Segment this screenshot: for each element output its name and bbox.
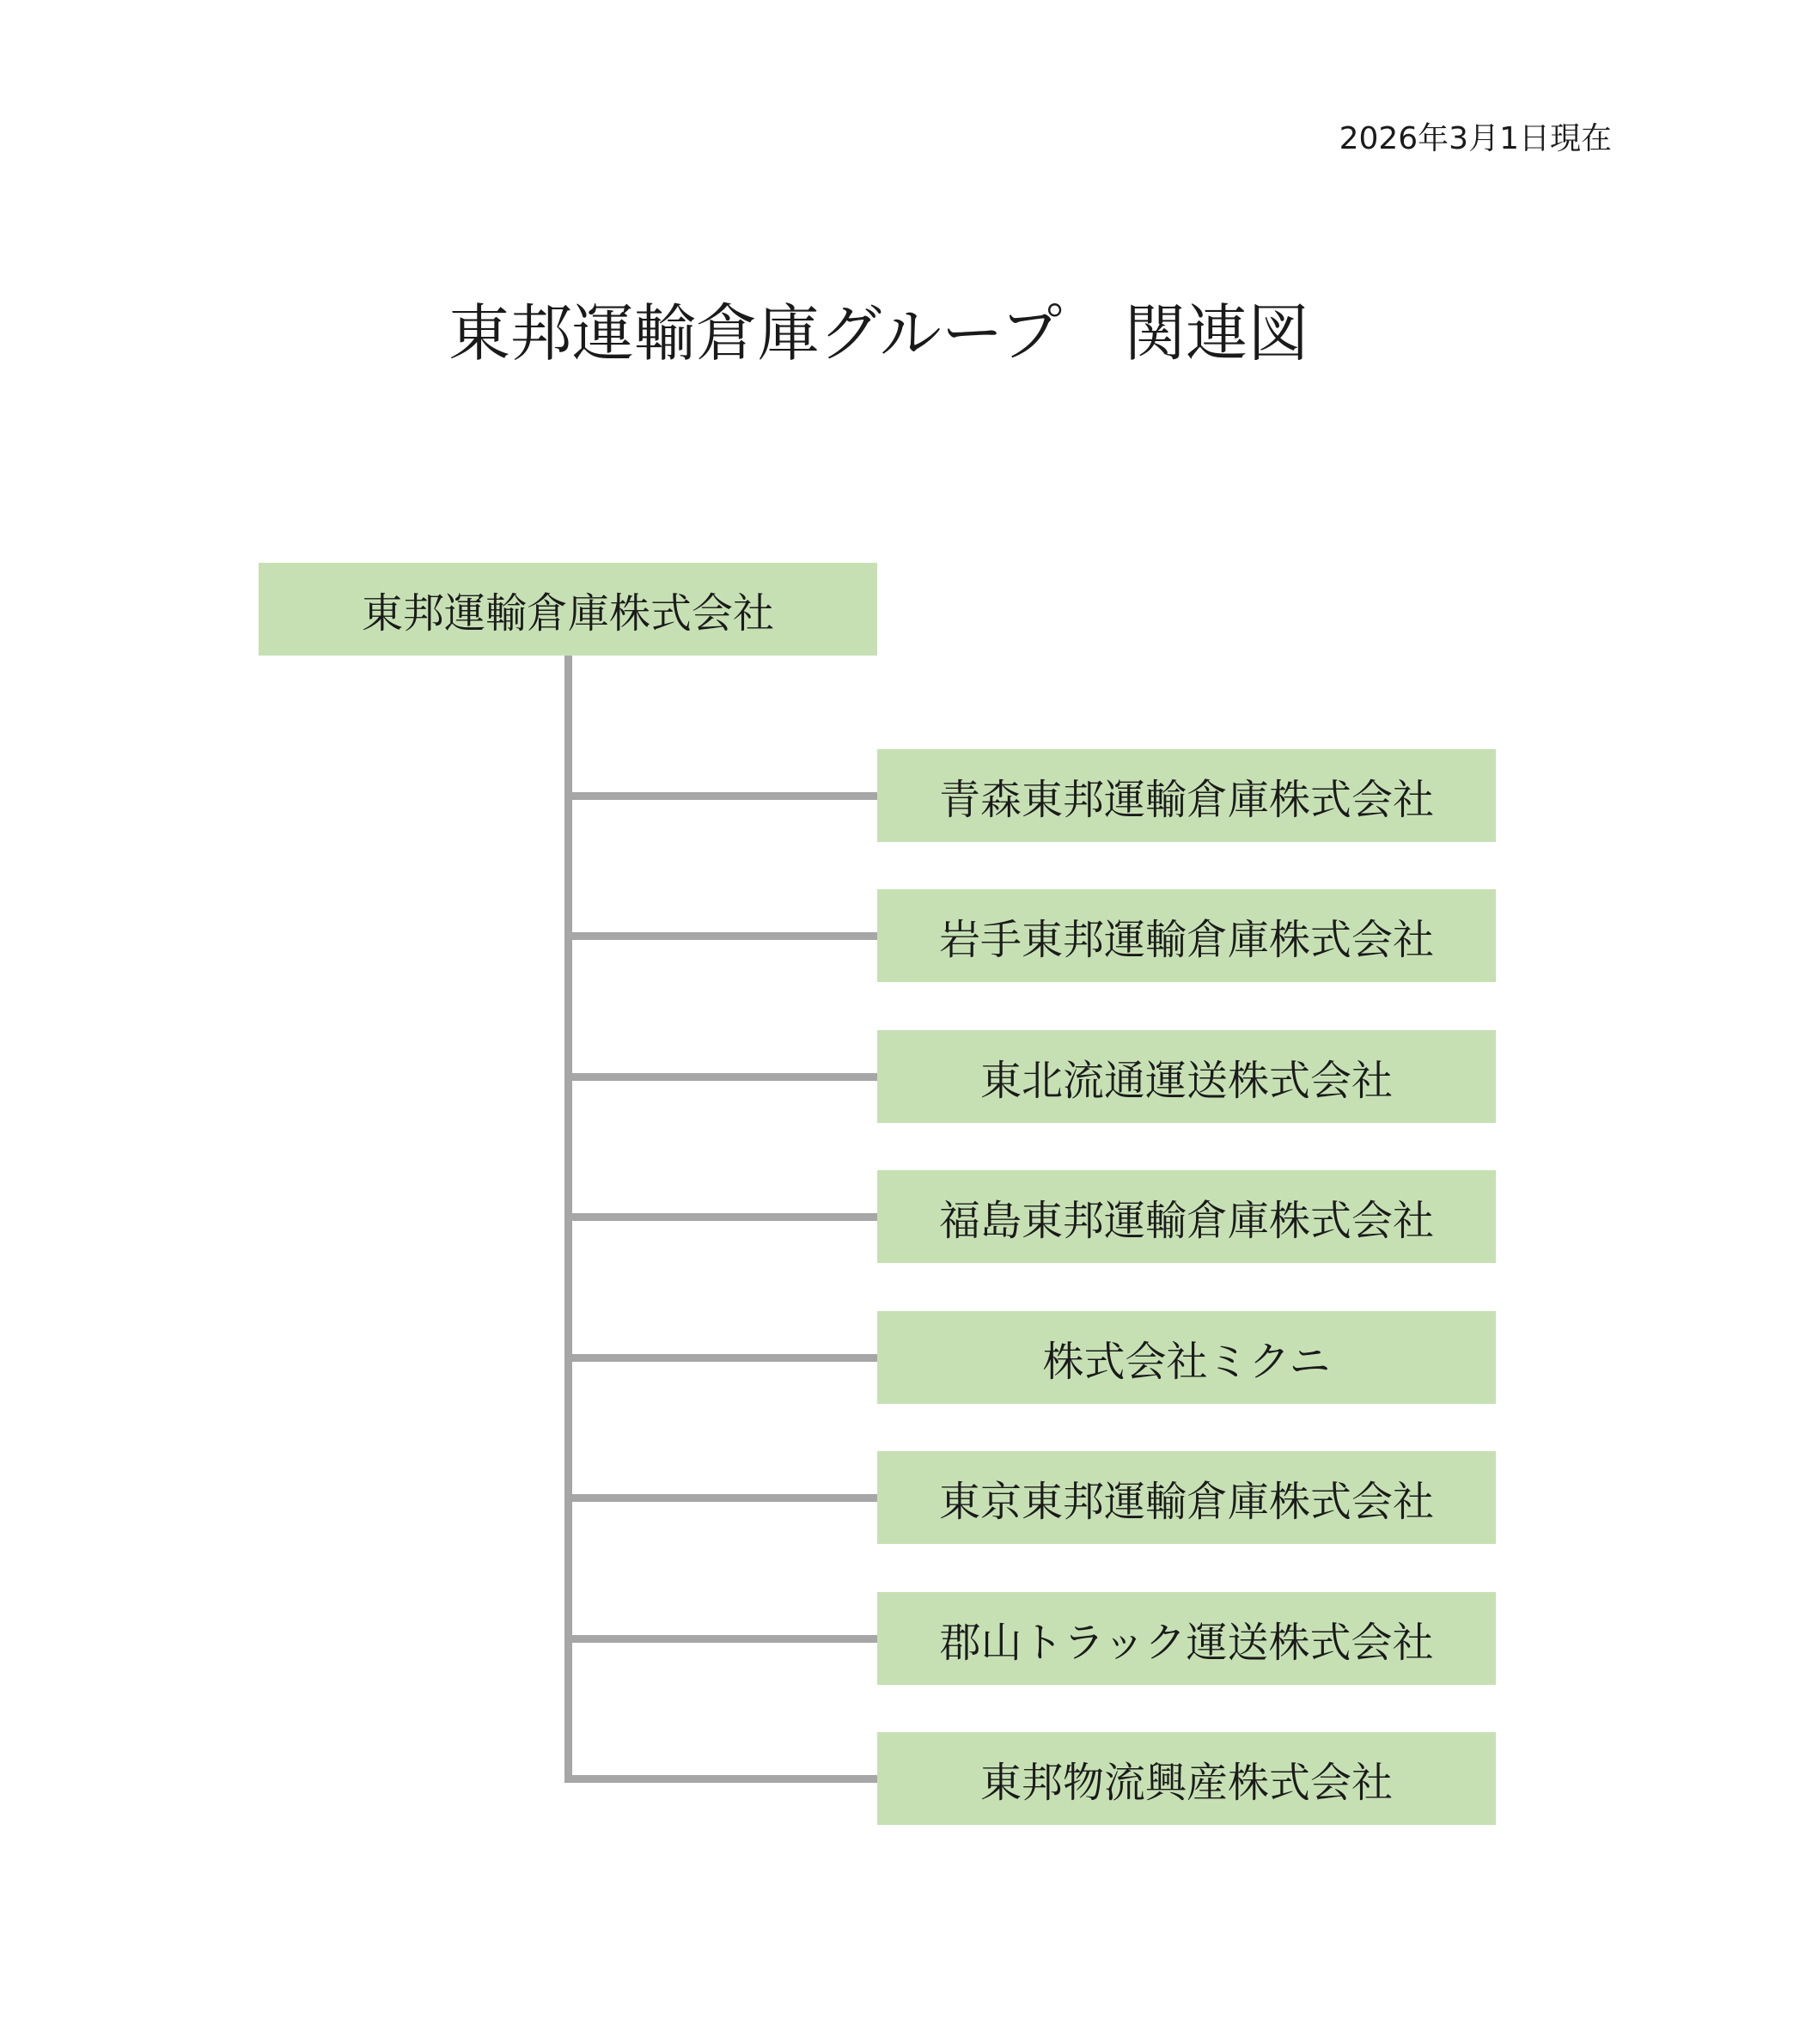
subsidiary-box bbox=[877, 1311, 1496, 1404]
subsidiary-name: 東邦物流興産株式会社 bbox=[979, 1758, 1393, 1807]
subsidiary-box bbox=[877, 749, 1496, 842]
connector-branch-line bbox=[564, 1775, 877, 1783]
diagram-title: 東邦運輸倉庫グループ 関連図 bbox=[448, 297, 1310, 369]
parent-company-box bbox=[259, 563, 877, 656]
connector-branch-line bbox=[564, 1354, 877, 1362]
subsidiary-box bbox=[877, 1732, 1496, 1825]
connector-branch-line bbox=[564, 1213, 877, 1221]
connector-branch-line bbox=[564, 932, 877, 940]
subsidiary-name: 郡山トラック運送株式会社 bbox=[939, 1618, 1434, 1667]
subsidiary-box bbox=[877, 1592, 1496, 1685]
subsidiary-name: 青森東邦運輸倉庫株式会社 bbox=[938, 775, 1434, 824]
subsidiary-box bbox=[877, 1170, 1496, 1263]
subsidiary-name: 福島東邦運輸倉庫株式会社 bbox=[938, 1196, 1434, 1245]
connector-branch-line bbox=[564, 792, 877, 800]
subsidiary-box bbox=[877, 889, 1496, 982]
parent-company-name: 東邦運輸倉庫株式会社 bbox=[361, 589, 774, 638]
subsidiary-name: 東北流通運送株式会社 bbox=[979, 1056, 1393, 1105]
subsidiary-name: 株式会社ミクニ bbox=[1042, 1337, 1331, 1386]
subsidiary-box bbox=[877, 1451, 1496, 1544]
subsidiary-name: 岩手東邦運輸倉庫株式会社 bbox=[938, 915, 1434, 964]
as-of-date: 2026年3月1日現在 bbox=[1339, 121, 1612, 156]
subsidiary-box bbox=[877, 1030, 1496, 1123]
subsidiary-name: 東京東邦運輸倉庫株式会社 bbox=[938, 1477, 1434, 1526]
connector-branch-line bbox=[564, 1073, 877, 1081]
connector-branch-line bbox=[564, 1494, 877, 1502]
connector-branch-line bbox=[564, 1635, 877, 1643]
